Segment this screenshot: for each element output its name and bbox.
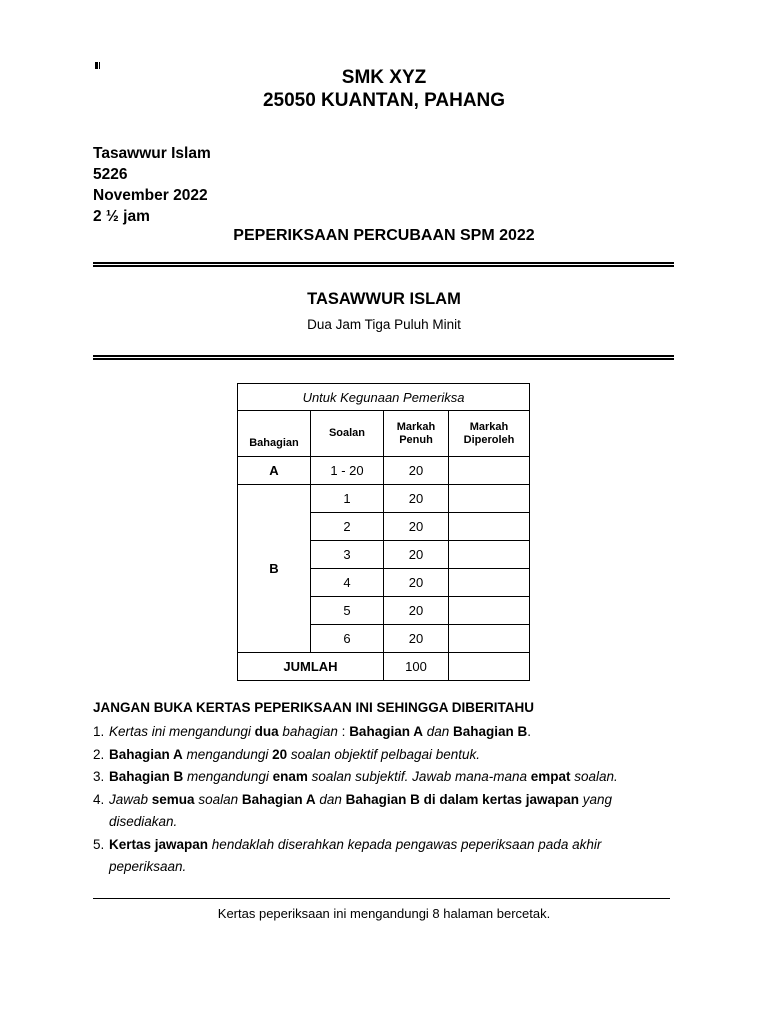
instruction-text-run: soalan objektif pelbagai bentuk. [287, 746, 481, 762]
header-markah-diperoleh: Markah Diperoleh [449, 411, 530, 457]
total-label: JUMLAH [238, 653, 384, 681]
instruction-text-run: empat [530, 769, 571, 784]
section-a-full-marks: 20 [384, 457, 449, 485]
table-row [238, 457, 530, 485]
header-markah-penuh: Markah Penuh [384, 411, 449, 457]
examiner-marks-table [237, 383, 530, 681]
full-marks-cell: 20 [384, 485, 449, 513]
instruction-number: 5. [93, 836, 105, 852]
total-obtained [449, 653, 530, 681]
footer-rule [93, 898, 670, 899]
instruction-text-run: soalan [194, 791, 242, 807]
instruction-text-run: Bahagian A [241, 791, 316, 807]
table-row [238, 485, 530, 513]
instruction-text-run: soalan subjektif. Jawab mana-mana [307, 769, 531, 784]
exam-date: November 2022 [93, 187, 208, 204]
question-cell: 5 [311, 597, 384, 625]
instructions-list [93, 721, 673, 879]
instruction-item [93, 721, 673, 744]
instruction-text-run: Jawab [109, 791, 152, 807]
subject-info [93, 143, 211, 227]
full-marks-cell: 20 [384, 597, 449, 625]
school-header [0, 66, 768, 112]
instructions-heading: JANGAN BUKA KERTAS PEPERIKSAAN INI SEHINGGA DIBERITAHU [93, 700, 535, 715]
instruction-text-run: Kertas jawapan [109, 836, 209, 852]
paper-title: TASAWWUR ISLAM [307, 290, 461, 308]
paper-duration: Dua Jam Tiga Puluh Minit [307, 317, 461, 332]
header-soalan: Soalan [311, 411, 384, 457]
table-caption: Untuk Kegunaan Pemeriksa [238, 384, 530, 411]
instruction-text-run: dua [254, 724, 279, 739]
instruction-item [93, 789, 673, 834]
school-address: 25050 KUANTAN, PAHANG [262, 90, 506, 111]
instruction-text-run: dan [422, 724, 453, 739]
instruction-number: 1. [93, 724, 105, 739]
question-cell: 6 [311, 625, 384, 653]
section-a-label: A [238, 457, 311, 485]
instruction-text-run: . [527, 724, 532, 739]
school-name: SMK XYZ [341, 67, 427, 88]
obtained-cell [449, 569, 530, 597]
subject-code: 5226 [93, 166, 128, 183]
full-marks-cell: 20 [384, 513, 449, 541]
header-bahagian: Bahagian [238, 411, 311, 457]
instruction-text-run: Bahagian B [452, 724, 528, 739]
full-marks-cell: 20 [384, 569, 449, 597]
subject-name: Tasawwur Islam [93, 145, 211, 162]
instruction-text-run: Bahagian A [349, 724, 423, 739]
instruction-text-run: yang disediakan. [109, 791, 613, 829]
obtained-cell [449, 597, 530, 625]
full-marks-cell: 20 [384, 541, 449, 569]
full-marks-cell: 20 [384, 625, 449, 653]
instruction-text-run: semua [151, 791, 195, 807]
instruction-text-run: Kertas ini mengandungi [109, 724, 255, 739]
section-a-questions: 1 - 20 [311, 457, 384, 485]
instruction-number: 2. [93, 746, 105, 762]
instruction-item [93, 766, 673, 789]
obtained-cell [449, 513, 530, 541]
instruction-text-run: dan [315, 791, 346, 807]
instruction-text-run: mengandungi [182, 746, 273, 762]
section-a-obtained [449, 457, 530, 485]
question-cell: 3 [311, 541, 384, 569]
instruction-text-run: Bahagian B [109, 769, 184, 784]
instruction-text-run: enam [272, 769, 308, 784]
instruction-text-run: mengandungi [183, 769, 273, 784]
exam-title: PEPERIKSAAN PERCUBAAN SPM 2022 [233, 227, 535, 244]
instruction-text-run: 20 [272, 746, 288, 762]
instruction-text-run: bahagian [278, 724, 338, 739]
instruction-text-run: soalan. [570, 769, 618, 784]
instruction-text-run: hendaklah diserahkan kepada pengawas peperiksaan pada akhir peperiksaan. [109, 836, 602, 874]
obtained-cell [449, 541, 530, 569]
instruction-item [93, 834, 673, 879]
question-cell: 4 [311, 569, 384, 597]
instruction-number: 3. [93, 769, 105, 784]
instruction-item [93, 744, 673, 767]
total-full-marks: 100 [384, 653, 449, 681]
question-cell: 2 [311, 513, 384, 541]
double-rule-top [93, 262, 674, 267]
instruction-text-run: Bahagian B di dalam kertas jawapan [345, 791, 579, 807]
double-rule-bottom [93, 355, 674, 360]
question-cell: 1 [311, 485, 384, 513]
exam-duration: 2 ½ jam [93, 208, 150, 225]
footer-note: Kertas peperiksaan ini mengandungi 8 halaman bercetak. [217, 906, 551, 921]
instruction-number: 4. [93, 791, 105, 807]
obtained-cell [449, 485, 530, 513]
instruction-text-run: Bahagian A [109, 746, 183, 762]
table-row [238, 653, 530, 681]
obtained-cell [449, 625, 530, 653]
instruction-text-run: : [337, 724, 350, 739]
section-b-label: B [238, 485, 311, 653]
